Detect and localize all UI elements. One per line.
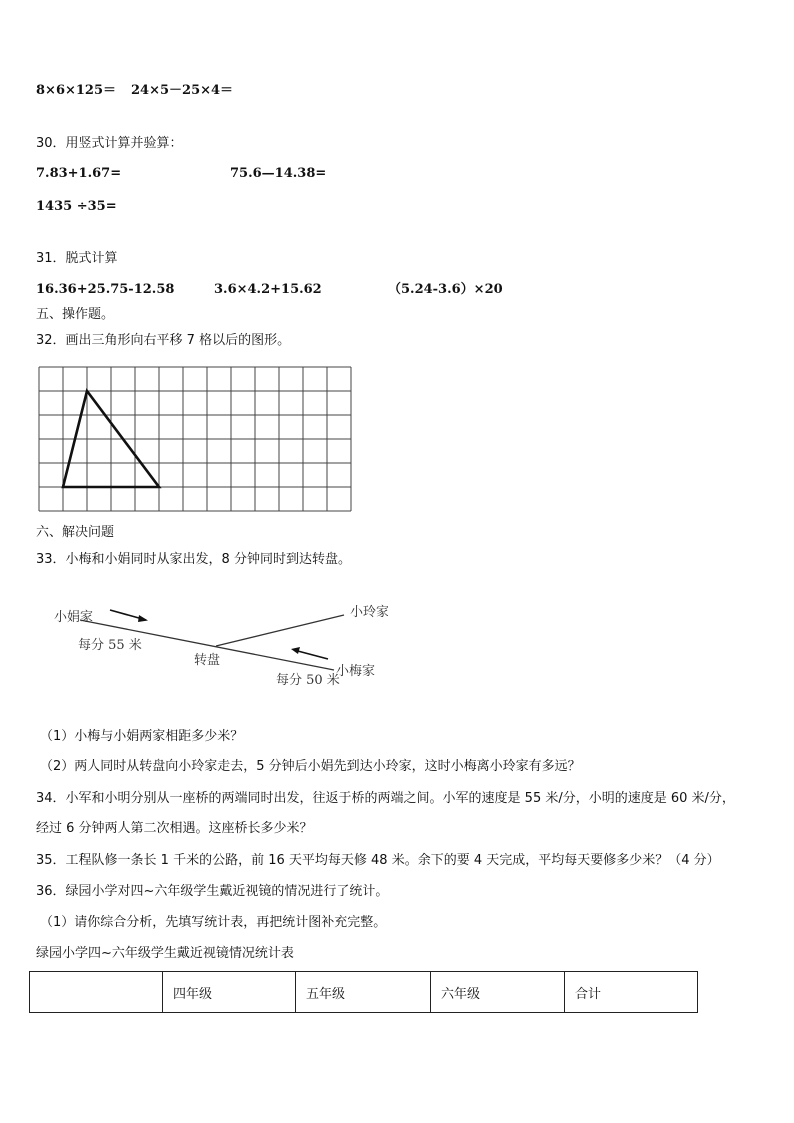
section-6-heading: 六、解决问题 bbox=[36, 525, 115, 540]
table-title: 绿园小学四~六年级学生戴近视镜情况统计表 bbox=[36, 946, 294, 961]
question-32-title: 32．画出三角形向右平移 7 格以后的图形。 bbox=[36, 333, 291, 348]
arrow-left-icon bbox=[294, 650, 328, 659]
label-xiaomei-home: 小梅家 bbox=[336, 664, 376, 679]
question-33-title: 33．小梅和小娟同时从家出发，8 分钟同时到达转盘。 bbox=[36, 552, 351, 567]
question-30-expr-b: 75.6—14.38= bbox=[230, 166, 327, 181]
label-turntable: 转盘 bbox=[194, 653, 221, 668]
arrow-left-head-icon bbox=[291, 647, 300, 654]
question-34-line-1: 34．小军和小明分别从一座桥的两端同时出发，往返于桥的两端之间。小军的速度是 55 米/分，小明的速度是 60 米/分， bbox=[36, 791, 735, 806]
calc-expr-2: 24×5－25×4＝ bbox=[131, 83, 234, 98]
question-36: 36．绿园小学对四~六年级学生戴近视镜的情况进行了统计。 bbox=[36, 884, 389, 899]
table-header-grade-4: 四年级 bbox=[163, 972, 296, 1013]
section-5-heading: 五、操作题。 bbox=[36, 307, 115, 322]
question-35: 35．工程队修一条长 1 千米的公路，前 16 天平均每天修 48 米。余下的要 4 天完成，平均每天要修多少米？（4 分） bbox=[36, 853, 720, 868]
question-30-expr-a: 7.83+1.67= bbox=[36, 166, 122, 181]
label-xiaoling-home: 小玲家 bbox=[350, 605, 388, 620]
table-header-blank bbox=[30, 972, 163, 1013]
route-diagram bbox=[48, 598, 388, 698]
question-30-expr-c: 1435 ÷35= bbox=[36, 199, 117, 214]
arrow-right-head-icon bbox=[138, 615, 148, 622]
question-33-part-2: （2）两人同时从转盘向小玲家走去，5 分钟后小娟先到达小玲家，这时小梅离小玲家有多远？ bbox=[40, 759, 581, 774]
question-31-expr-a: 16.36+25.75-12.58 bbox=[36, 282, 175, 297]
question-34-line-2: 经过 6 分钟两人第二次相遇。这座桥长多少米？ bbox=[36, 821, 313, 836]
label-speed-xiaojuan: 每分 55 米 bbox=[78, 638, 142, 653]
question-36-part-1: （1）请你综合分析，先填写统计表，再把统计图补充完整。 bbox=[40, 915, 387, 930]
question-30-title: 30．用竖式计算并验算： bbox=[36, 136, 183, 151]
grid-with-triangle bbox=[38, 366, 352, 514]
question-33-part-1: （1）小梅与小娟两家相距多少米？ bbox=[40, 729, 244, 744]
table-header-row bbox=[30, 972, 698, 1013]
translation-grid bbox=[38, 366, 352, 518]
question-31-expr-b: 3.6×4.2+15.62 bbox=[214, 282, 322, 297]
statistics-table bbox=[29, 971, 698, 1013]
question-31-title: 31．脱式计算 bbox=[36, 251, 118, 266]
calc-expr-1: 8×6×125＝ bbox=[36, 83, 117, 98]
label-xiaojuan-home: 小娟家 bbox=[54, 610, 94, 625]
branch-road-line bbox=[216, 615, 344, 646]
label-speed-xiaomei: 每分 50 米 bbox=[276, 673, 340, 688]
table-header-grade-5: 五年级 bbox=[296, 972, 431, 1013]
question-31-expr-c: （5.24-3.6）×20 bbox=[388, 282, 503, 297]
table-header-total: 合计 bbox=[565, 972, 698, 1013]
route-diagram-svg bbox=[48, 598, 388, 694]
table-header-grade-6: 六年级 bbox=[431, 972, 565, 1013]
